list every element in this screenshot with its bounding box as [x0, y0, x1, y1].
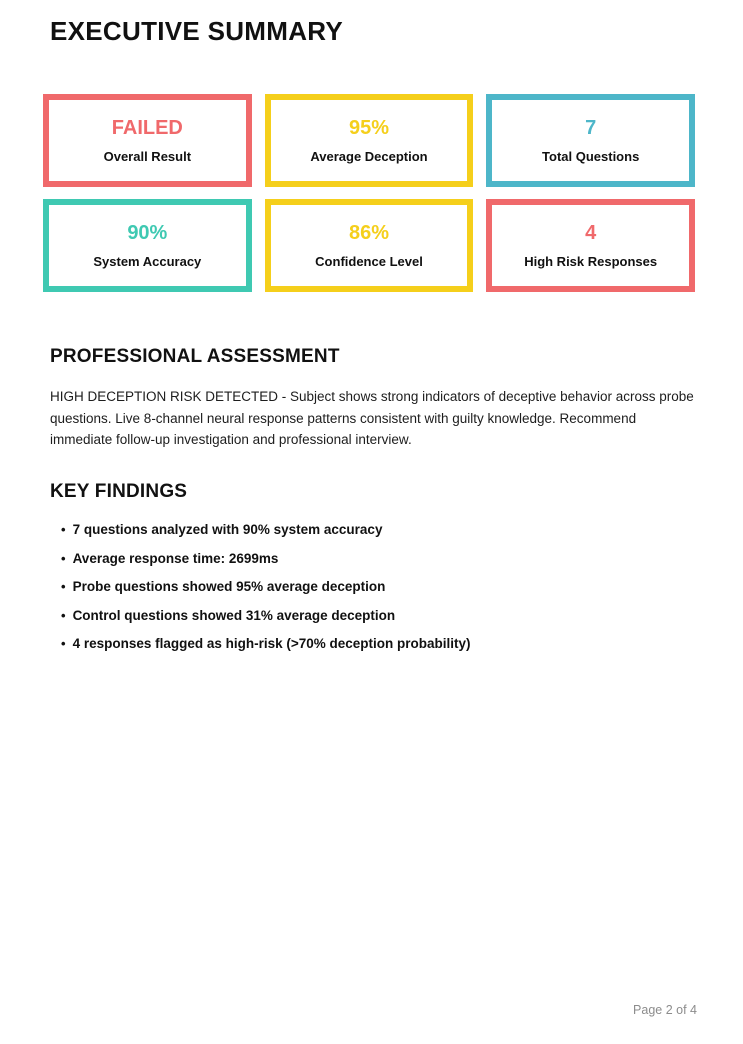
finding-item	[61, 552, 681, 566]
stat-card-system-accuracy	[43, 199, 252, 292]
section-title-key-findings: KEY FINDINGS	[50, 481, 188, 502]
bullet-icon: •	[61, 579, 66, 594]
stat-label: System Accuracy	[93, 254, 202, 269]
stat-value: 4	[585, 222, 597, 244]
bullet-icon: •	[61, 607, 66, 623]
page-title: EXECUTIVE SUMMARY	[50, 16, 344, 46]
stat-card-confidence-level	[265, 199, 474, 292]
stat-value: 86%	[348, 222, 389, 244]
stat-label: Total Questions	[542, 149, 640, 164]
bullet-icon: •	[61, 550, 66, 566]
finding-item	[61, 637, 681, 651]
stat-card-total-questions	[486, 94, 695, 187]
stat-value: FAILED	[111, 117, 183, 139]
finding-item	[61, 523, 681, 537]
finding-text: Average response time: 2699ms	[72, 550, 279, 566]
finding-text: Control questions showed 31% average deception	[72, 607, 396, 623]
finding-text: Probe questions showed 95% average deception	[72, 579, 386, 594]
assessment-text: HIGH DECEPTION RISK DETECTED - Subject shows strong indicators of deceptive behavior across probe questions. Live 8-channel neural response patterns consistent with guilty knowledge. Recommend immediate follow-up investigation and professional interview.	[50, 389, 694, 447]
bullet-icon: •	[61, 522, 66, 537]
bullet-icon: •	[61, 636, 66, 651]
section-title-professional-assessment: PROFESSIONAL ASSESSMENT	[50, 346, 340, 367]
finding-text: 4 responses flagged as high-risk (>70% deception probability)	[72, 636, 471, 651]
stat-label: Average Deception	[310, 149, 428, 164]
finding-text: 7 questions analyzed with 90% system accuracy	[72, 522, 383, 537]
stat-label: High Risk Responses	[524, 254, 658, 269]
stat-card-overall-result	[43, 94, 252, 187]
finding-item	[61, 609, 681, 623]
stat-value: 90%	[127, 222, 168, 244]
summary-cards	[43, 94, 695, 292]
stat-value: 7	[585, 117, 597, 139]
stat-card-high-risk-responses	[486, 199, 695, 292]
finding-item	[61, 580, 681, 594]
key-findings-list	[61, 523, 681, 666]
stat-label: Overall Result	[103, 149, 192, 164]
stat-label: Confidence Level	[315, 254, 423, 269]
page-number: Page 2 of 4	[633, 1003, 697, 1017]
stat-card-average-deception	[265, 94, 474, 187]
stat-value: 95%	[348, 117, 389, 139]
